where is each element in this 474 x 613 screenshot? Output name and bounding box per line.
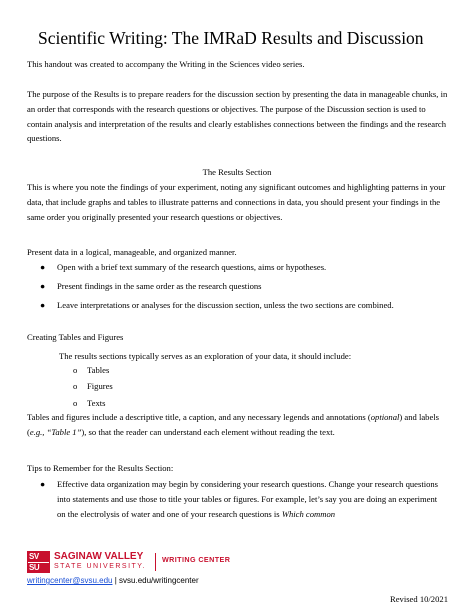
svsu-logo-mark xyxy=(27,551,50,573)
present-bullet-3: Leave interpretations or analyses for the discussion section, unless the two sections are combined. xyxy=(57,300,394,310)
hollow-bullet-icon: o xyxy=(73,398,78,408)
logo-bottom-letters: SU xyxy=(29,563,40,572)
org-name: SAGINAW VALLEY xyxy=(54,551,144,562)
tables-paragraph xyxy=(27,410,451,440)
hollow-bullet-icon: o xyxy=(73,365,78,375)
bullet-icon: ● xyxy=(40,479,46,489)
tips-bullet-1 xyxy=(57,477,447,521)
tables-item-2: Figures xyxy=(87,381,113,391)
tables-paragraph-part2: ) and labels ( xyxy=(27,412,440,437)
tables-intro: The results sections typically serves as an exploration of your data, it should include: xyxy=(59,351,352,361)
tables-paragraph-eg: e.g., “Table 1” xyxy=(29,426,82,437)
logo-top-letters: SV xyxy=(29,552,39,561)
contact-line xyxy=(27,576,199,585)
hollow-bullet-icon: o xyxy=(73,381,78,391)
present-bullet-1: Open with a brief text summary of the research questions, aims or hypotheses. xyxy=(57,262,327,272)
results-heading: The Results Section xyxy=(202,167,272,177)
tables-item-1: Tables xyxy=(87,365,110,375)
tables-paragraph-part1: Tables and figures include a descriptive title, a caption, and any necessary legends and annotations ( xyxy=(27,412,371,422)
present-intro: Present data in a logical, manageable, and organized manner. xyxy=(27,247,237,257)
tables-item-3: Texts xyxy=(87,398,106,408)
writing-center-label: WRITING CENTER xyxy=(162,555,231,564)
present-bullet-2: Present findings in the same order as the research questions xyxy=(57,281,262,291)
tables-paragraph-part3: ), so that the reader can understand each element without reading the text. xyxy=(81,426,335,437)
bullet-icon: ● xyxy=(40,300,46,310)
tables-paragraph-optional: optional xyxy=(370,412,400,422)
logo-separator xyxy=(155,553,156,571)
bullet-icon: ● xyxy=(40,262,46,272)
intro-paragraph: This handout was created to accompany the Writing in the Sciences video series. xyxy=(27,59,305,69)
revised-date: Revised 10/2021 xyxy=(389,594,448,604)
tips-bullet-italic: Which common xyxy=(281,508,336,519)
website-text: svsu.edu/writingcenter xyxy=(119,576,199,585)
purpose-paragraph: The purpose of the Results is to prepare readers for the discussion section by presenting the data in manageable chunks, in an order that corresponds with the research questions or objectives. The purpose of the Discussion section is used to contain analysis and interpretation of the results and clearly establishes connections between the findings and the research questions. xyxy=(27,89,448,144)
results-paragraph: This is where you note the findings of your experiment, noting any significant outcomes and highlighting patterns in your data, that include graphs and tables to illustrate patterns and connections in data, you should present your findings in the same order you originally presented your research questions or objectives. xyxy=(27,182,446,222)
contact-separator: | xyxy=(112,576,120,585)
page-title: Scientific Writing: The IMRaD Results and Discussion xyxy=(38,28,424,48)
email-link[interactable]: writingcenter@svsu.edu xyxy=(27,576,113,585)
tables-heading: Creating Tables and Figures xyxy=(27,332,124,342)
bullet-icon: ● xyxy=(40,281,46,291)
org-subtitle: STATE UNIVERSITY. xyxy=(54,563,147,570)
tips-heading: Tips to Remember for the Results Section: xyxy=(27,463,174,473)
tips-bullet-text: Effective data organization may begin by considering your research questions. Change your research questions into statements and use those to title your tables or figures. For example, let’s say you are doing an experiment on the electrolysis of water and one of your research questions is xyxy=(57,479,439,519)
